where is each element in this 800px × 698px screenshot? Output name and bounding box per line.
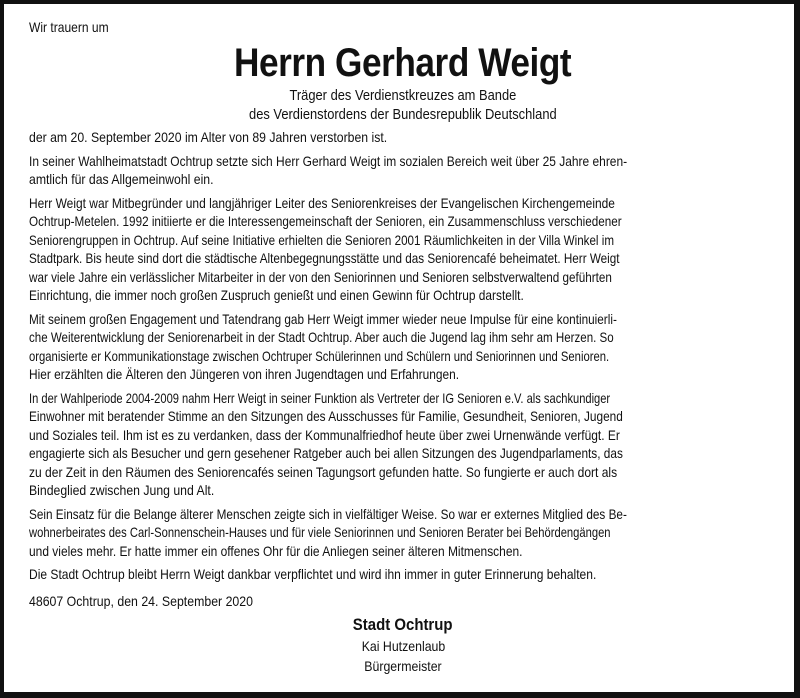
signature-name-text: Kai Hutzenlaub	[361, 637, 445, 654]
signature-organization-text: Stadt Ochtrup	[353, 614, 453, 634]
signature-title-text: Bürgermeister	[364, 657, 442, 674]
paragraph-closing	[29, 565, 777, 584]
text-line: Stadtpark. Bis heute sind dort die städtische Altenbegegnungsstätte und das Seniorencafé beheimatet. Herr Weigt	[29, 250, 620, 266]
deceased-name: Herrn Gerhard Weigt	[234, 41, 572, 85]
place-and-date: 48607 Ochtrup, den 24. September 2020	[29, 592, 253, 609]
text-line: engagierte sich als Besucher und gern gesehener Ratgeber auch bei allen Sitzungen des Jugendparlaments, das	[29, 445, 623, 461]
honor-line-2	[29, 105, 777, 124]
intro-text: Wir trauern um	[29, 19, 109, 35]
text-line: und Soziales teil. Ihm ist es zu verdanken, dass der Kommunalfriedhof heute über zwei Urnenwände verfügt. Er	[29, 426, 620, 443]
text-line: der am 20. September 2020 im Alter von 89 Jahren verstorben ist.	[29, 129, 388, 145]
text-line: Bindeglied zwischen Jung und Alt.	[29, 482, 215, 498]
text-line: Einwohner mit beratender Stimme an den Sitzungen des Ausschusses für Familie, Gesundheit, Senioren, Jugend	[29, 408, 623, 424]
text-line: amtlich für das Allgemeinwohl ein.	[29, 171, 214, 187]
text-line: zu der Zeit in den Räumen des Seniorencafés seinen Tagungsort gefunden hatte. So fungierte er auch dort als	[29, 463, 618, 480]
honor-line-1	[29, 86, 777, 105]
paragraph-engagement	[29, 310, 777, 384]
text-line: Mit seinem großen Engagement und Tatendrang gab Herr Weigt immer wieder neue Impulse für eine kontinuierli-	[29, 310, 617, 327]
text-line: Seniorengruppen in Ochtrup. Auf seine Initiative erhielten die Senioren 2001 Räumlichkeiten in der Villa Winkel im	[29, 231, 614, 248]
text-line: und vieles mehr. Er hatte immer ein offenes Ohr für die Anliegen seiner älteren Mitmenschen.	[29, 542, 523, 559]
honor-line-2-text: des Verdienstordens der Bundesrepublik Deutschland	[249, 106, 557, 123]
text-line: Ochtrup-Metelen. 1992 initiierte er die Interessengemeinschaft der Senioren, ein Zusammenschluss verschiedener	[29, 213, 622, 229]
signature-organization	[29, 614, 777, 636]
obituary-body	[29, 128, 777, 584]
paragraph-founder	[29, 194, 777, 305]
deceased-name-heading	[29, 40, 777, 86]
signature-title	[29, 656, 777, 676]
signature-block	[29, 614, 777, 676]
text-line: Hier erzählten die Älteren den Jüngeren von ihren Jugendtagen und Erfahrungen.	[29, 366, 460, 382]
signature-name	[29, 636, 777, 656]
paragraph-election-period	[29, 389, 777, 500]
paragraph-volunteer	[29, 152, 777, 189]
paragraph-death-notice	[29, 128, 777, 147]
text-line: In der Wahlperiode 2004-2009 nahm Herr Weigt in seiner Funktion als Vertreter der IG Senioren e.V. als sachkundiger	[29, 389, 611, 406]
paragraph-advocacy	[29, 505, 777, 561]
obituary-content	[29, 18, 777, 676]
text-line: Die Stadt Ochtrup bleibt Herrn Weigt dankbar verpflichtet und wird ihn immer in guter Erinnerung behalten.	[29, 566, 597, 582]
text-line: Herr Weigt war Mitbegründer und langjähriger Leiter des Seniorenkreises der Evangelischen Kirchengemeinde	[29, 194, 615, 211]
text-line: Einrichtung, die immer noch großen Zuspruch genießt und einen Gewinn für Ochtrup darstellt.	[29, 287, 524, 303]
text-line: Sein Einsatz für die Belange älterer Menschen zeigte sich in vielfältiger Weise. So war er externes Mitglied des Be-	[29, 505, 627, 522]
text-line: wohnerbeirates des Carl-Sonnenschein-Hauses und für viele Seniorinnen und Senioren Berater bei Behördengängen	[29, 524, 611, 540]
text-line: che Weiterentwicklung der Seniorenarbeit in der Stadt Ochtrup. Aber auch die Jugend lag ihm sehr am Herzen. So	[29, 329, 614, 345]
honor-line-1-text: Träger des Verdienstkreuzes am Bande	[289, 87, 517, 104]
text-line: war viele Jahre ein verlässlicher Mitarbeiter in der von den Seniorinnen und Senioren selbstverwaltend geführten	[29, 268, 612, 285]
text-line: In seiner Wahlheimatstadt Ochtrup setzte sich Herr Gerhard Weigt im sozialen Bereich weit über 25 Jahre ehren-	[29, 152, 628, 169]
text-line: organisierte er Kommunikationstage zwischen Ochtruper Schülerinnen und Schülern und Seniorinnen und Senioren.	[29, 347, 610, 364]
